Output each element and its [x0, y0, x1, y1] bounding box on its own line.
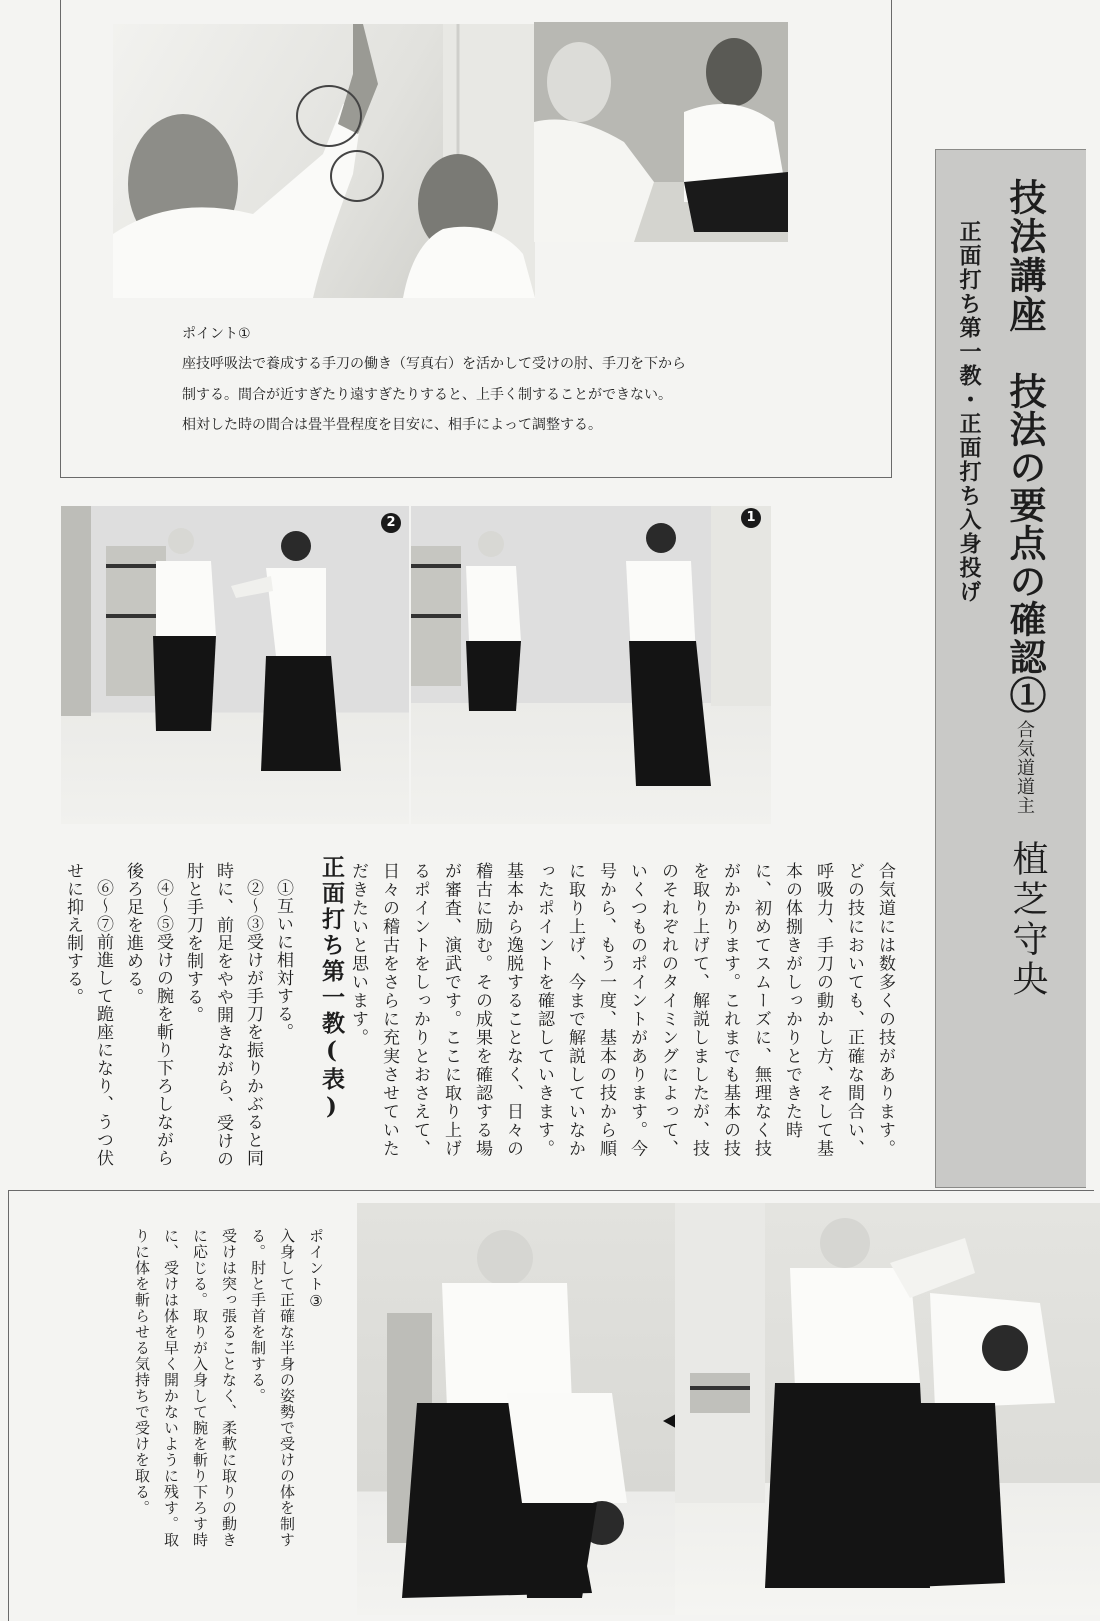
steps-list — [63, 862, 298, 1180]
step-3: ④～⑤受けの腕を斬り下ろしながら後ろ足を進める。 — [123, 862, 173, 1167]
point3-text — [100, 1228, 330, 1558]
highlight-circle-elbow — [330, 150, 384, 202]
point1-line-3: 相対した時の間合は畳半畳程度を目安に、相手によって調整する。 — [182, 417, 602, 433]
series-title: 技法講座 — [1003, 178, 1047, 334]
point1-photo-left — [113, 24, 535, 298]
sequence-photo-1 — [411, 506, 771, 824]
article-title: 技法の要点の確認① — [1003, 372, 1047, 714]
photo-number-1: 1 — [741, 508, 761, 528]
point1-photo-right — [534, 22, 788, 242]
section-title-tag: (表) — [318, 1037, 345, 1123]
photo-number-2: 2 — [381, 513, 401, 533]
section-title-text: 正面打ち第一教 — [318, 855, 345, 1037]
point3-label: ポイント③ — [307, 1228, 325, 1311]
author-name: 植芝守央 — [1007, 840, 1048, 1000]
intro-paragraph: 合気道には数多くの技があります。どの技においても、正確な間合い、呼吸力、手刀の動かし方、そして基本の体捌きがしっかりとできた時に、初めてスムーズに、無理なく技がかかります。これまでも基本の技を取り上げて、解説しましたが、技のそれぞれのタイミングによって、いくつものポイントがあります。今号から、もう一度、基本の技から順に取り上げ、今まで解説していなかったポイントを確認していきます。基本から逸脱することなく、日々の稽古に励む。その成果を確認する場が審査、演武です。ここに取り上げるポイントをしっかりとおさえて、日々の稽古をさらに充実させていただきたいと思います。 — [348, 862, 895, 1158]
point1-line-1: 座技呼吸法で養成する手刀の働き（写真右）を活かして受けの肘、手刀を下から — [182, 356, 686, 372]
point3-photo-left — [357, 1203, 677, 1615]
point1-label: ポイント① — [182, 326, 251, 342]
step-4: ⑥～⑦前進して跪座になり、うつ伏せに抑え制する。 — [63, 862, 113, 1167]
section-title — [315, 855, 348, 1123]
author-role: 合気道道主 — [1014, 720, 1035, 815]
step-1: ①互いに相対する。 — [273, 879, 293, 1041]
highlight-circle-wrist — [296, 85, 362, 147]
point3-line-2: 受けは突っ張ることなく、柔軟に取りの動きに応じる。取りが入身して腕を斬り下ろす時に、受けは体を早く開かないように残す。取りに体を斬らせる気持ちで受けを取る。 — [133, 1228, 238, 1548]
article-subtitle: 正面打ち第一教・正面打ち入身投げ — [956, 220, 981, 604]
sequence-photo-2 — [61, 506, 409, 824]
point1-line-2: 制する。間合が近すぎたり遠すぎたりすると、上手く制することができない。 — [182, 387, 672, 403]
point3-line-1: 入身して正確な半身の姿勢で受けの体を制する。肘と手首を制する。 — [249, 1228, 296, 1548]
step-2: ②～③受けが手刀を振りかぶると同時に、前足をやや開きながら、受けの肘と手刀を制する。 — [183, 862, 263, 1168]
point3-photo-right — [675, 1203, 1100, 1615]
